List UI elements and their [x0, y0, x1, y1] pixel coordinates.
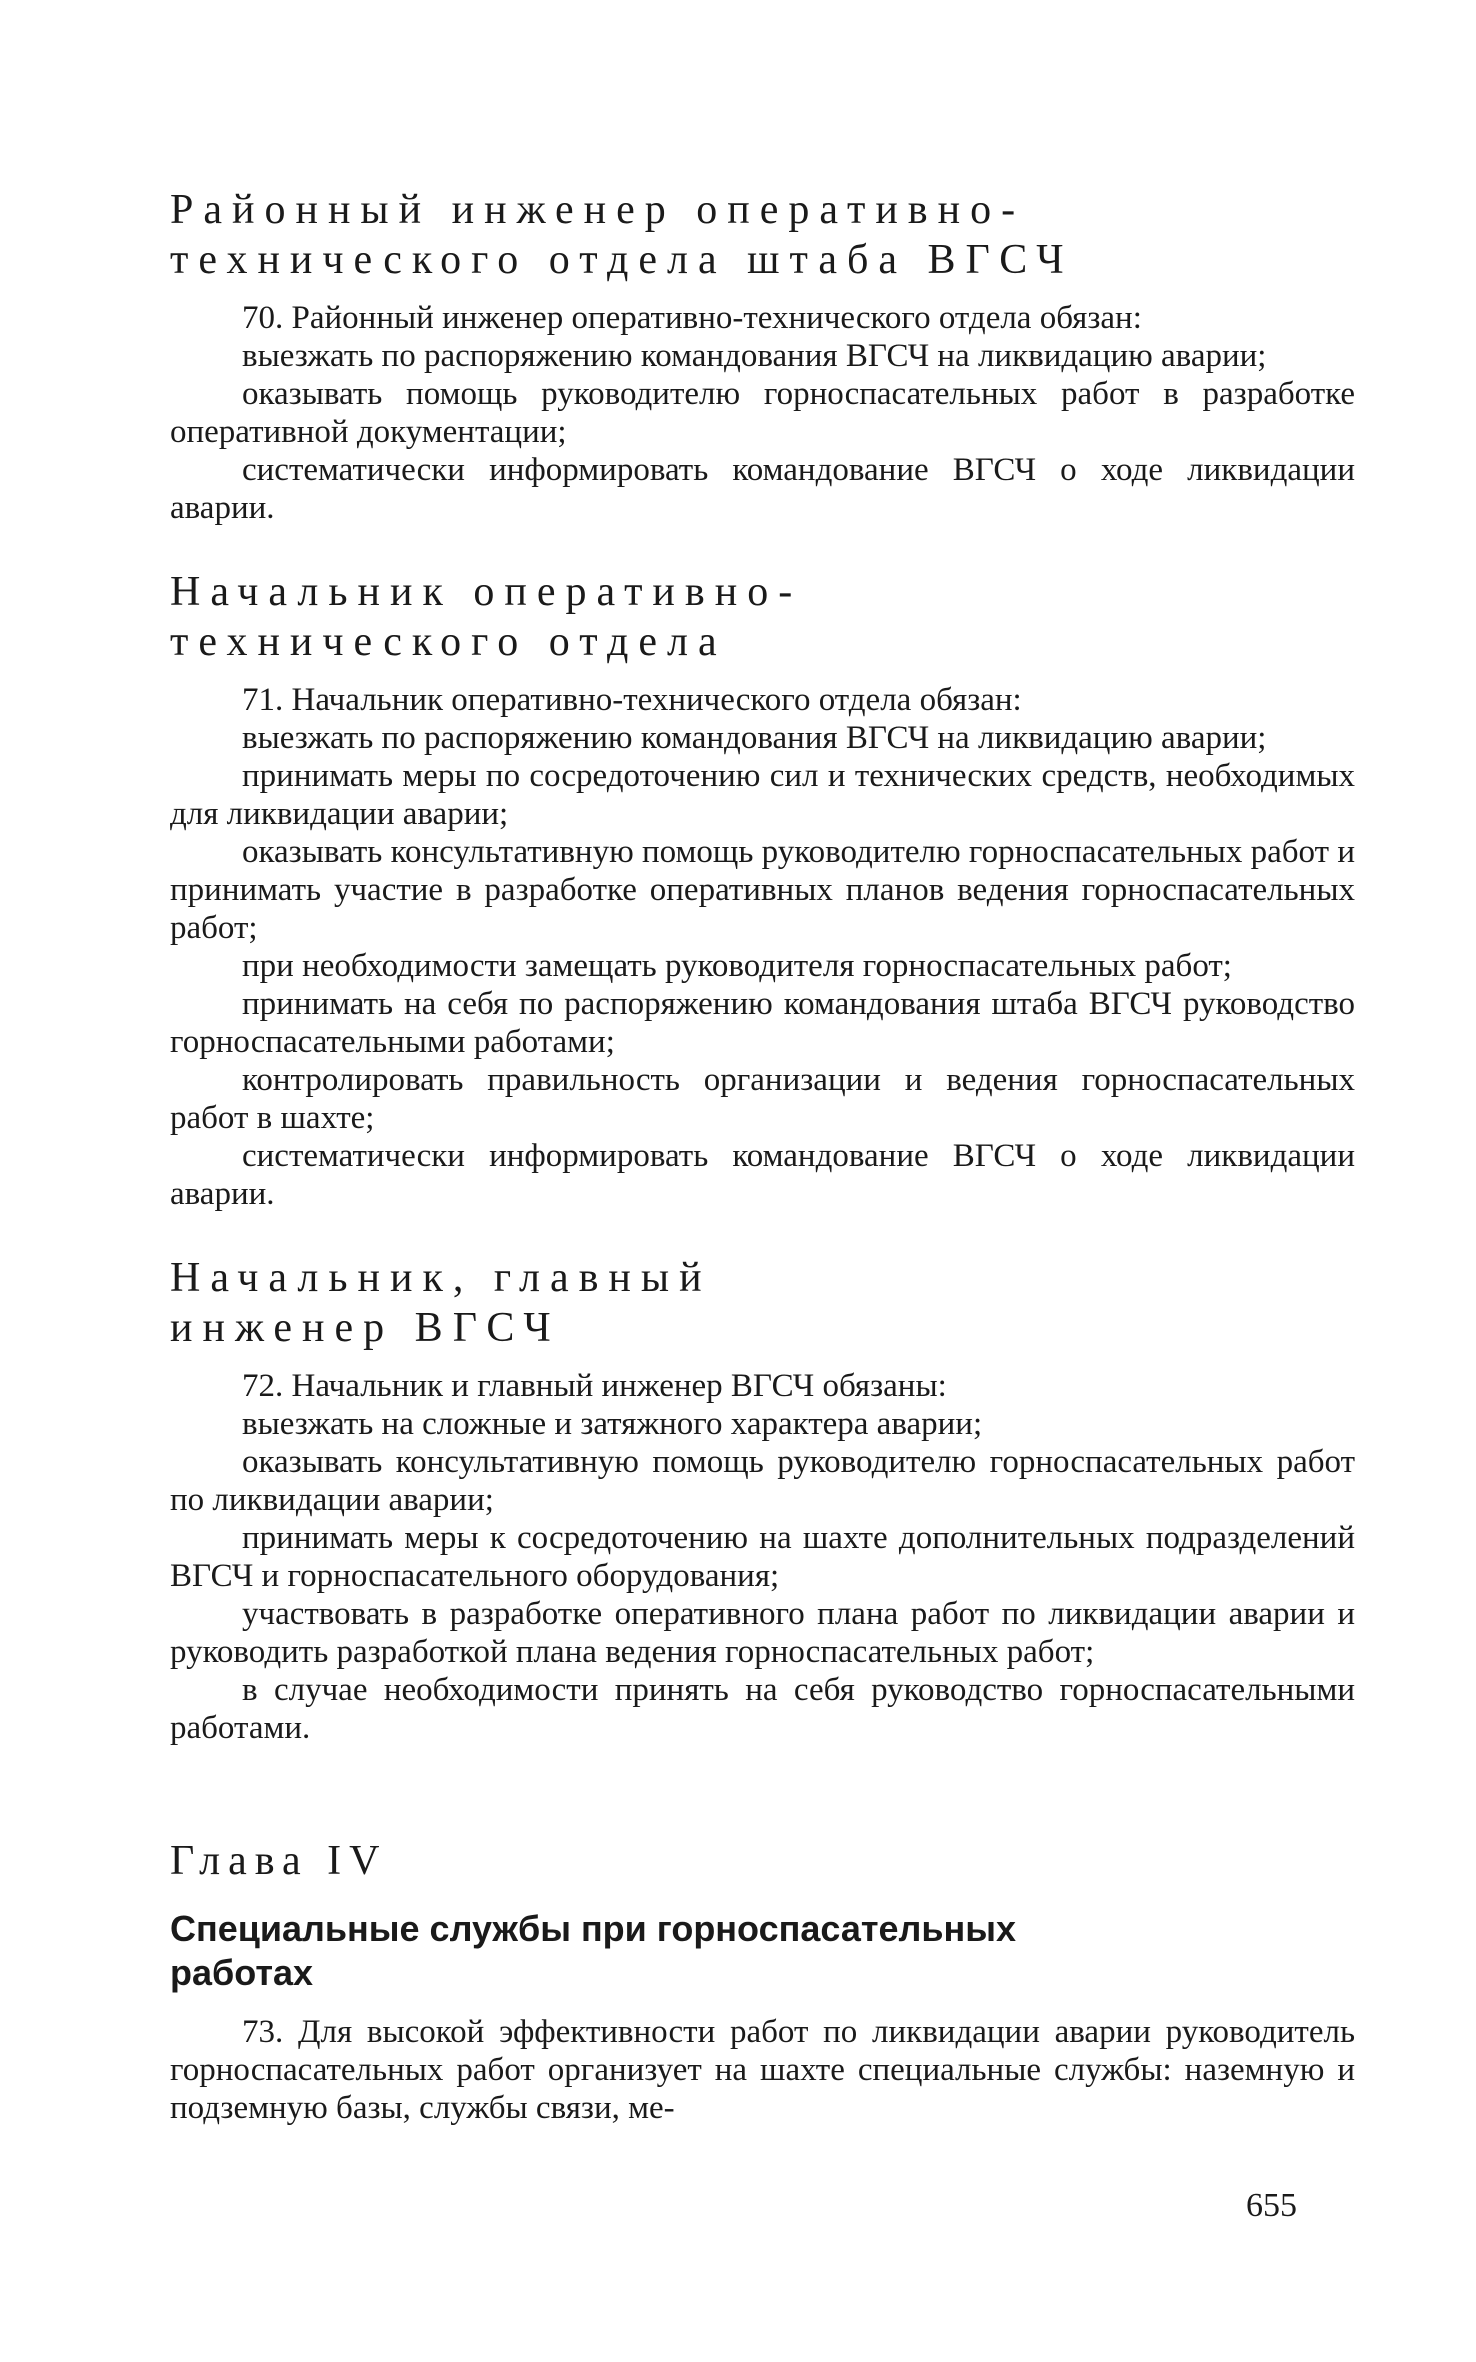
paragraph: 73. Для высокой эффективности работ по ликвидации аварии руководитель горноспасательных работ организует на шахте специальные службы: наземную и подземную базы, службы связи, ме-: [170, 2014, 1355, 2126]
paragraph: 70. Районный инженер оперативно-технического отдела обязан:: [242, 300, 1142, 336]
heading-line: технического отдела штаба ВГСЧ: [170, 237, 1074, 283]
section-heading: [170, 185, 1355, 285]
section-district-engineer: [170, 185, 1355, 527]
paragraph: систематически информировать командование ВГСЧ о ходе ликвидации аварии.: [170, 1138, 1355, 1212]
section-department-head: [170, 567, 1355, 1213]
paragraph: оказывать консультативную помощь руководителю горноспасательных работ и принимать участие в разработке оперативных планов ведения горноспасательных работ;: [170, 834, 1355, 946]
paragraph: в случае необходимости принять на себя руководство горноспасательными работами.: [170, 1672, 1355, 1746]
paragraph: принимать меры по сосредоточению сил и технических средств, необходимых для ликвидации аварии;: [170, 758, 1355, 832]
chapter-label: Глава IV: [170, 1838, 388, 1884]
paragraph: выезжать по распоряжению командования ВГСЧ на ликвидацию аварии;: [242, 338, 1267, 374]
page-body: [170, 185, 1355, 2127]
heading-line: инженер ВГСЧ: [170, 1305, 561, 1351]
paragraph: оказывать помощь руководителю горноспасательных работ в разработке оперативной документации;: [170, 376, 1355, 450]
paragraph: принимать меры к сосредоточению на шахте дополнительных подразделений ВГСЧ и горноспасательного оборудования;: [170, 1520, 1355, 1594]
section-heading: [170, 567, 1355, 667]
paragraph: выезжать по распоряжению командования ВГСЧ на ликвидацию аварии;: [242, 720, 1267, 756]
heading-line: технического отдела: [170, 619, 727, 665]
chapter-title: Специальные службы при горноспасательных работах: [170, 1908, 1016, 1993]
paragraph: участвовать в разработке оперативного плана работ по ликвидации аварии и руководить разработкой плана ведения горноспасательных работ;: [170, 1596, 1355, 1670]
paragraph: принимать на себя по распоряжению командования штаба ВГСЧ руководство горноспасательными работами;: [170, 986, 1355, 1060]
paragraph: систематически информировать командование ВГСЧ о ходе ликвидации аварии.: [170, 452, 1355, 526]
paragraph: контролировать правильность организации и ведения горноспасательных работ в шахте;: [170, 1062, 1355, 1136]
heading-line: Районный инженер оперативно-: [170, 187, 1026, 233]
paragraph: 71. Начальник оперативно-технического отдела обязан:: [242, 682, 1022, 718]
paragraph: при необходимости замещать руководителя горноспасательных работ;: [242, 948, 1232, 984]
section-heading: [170, 1253, 1355, 1353]
heading-line: Начальник оперативно-: [170, 569, 803, 615]
paragraph: оказывать консультативную помощь руководителю горноспасательных работ по ликвидации аварии;: [170, 1444, 1355, 1518]
paragraph: выезжать на сложные и затяжного характера аварии;: [242, 1406, 983, 1442]
section-chief-engineer: [170, 1253, 1355, 1747]
paragraph: 72. Начальник и главный инженер ВГСЧ обязаны:: [242, 1368, 947, 1404]
page-number: 655: [1246, 2187, 1297, 2224]
heading-line: Начальник, главный: [170, 1255, 712, 1301]
